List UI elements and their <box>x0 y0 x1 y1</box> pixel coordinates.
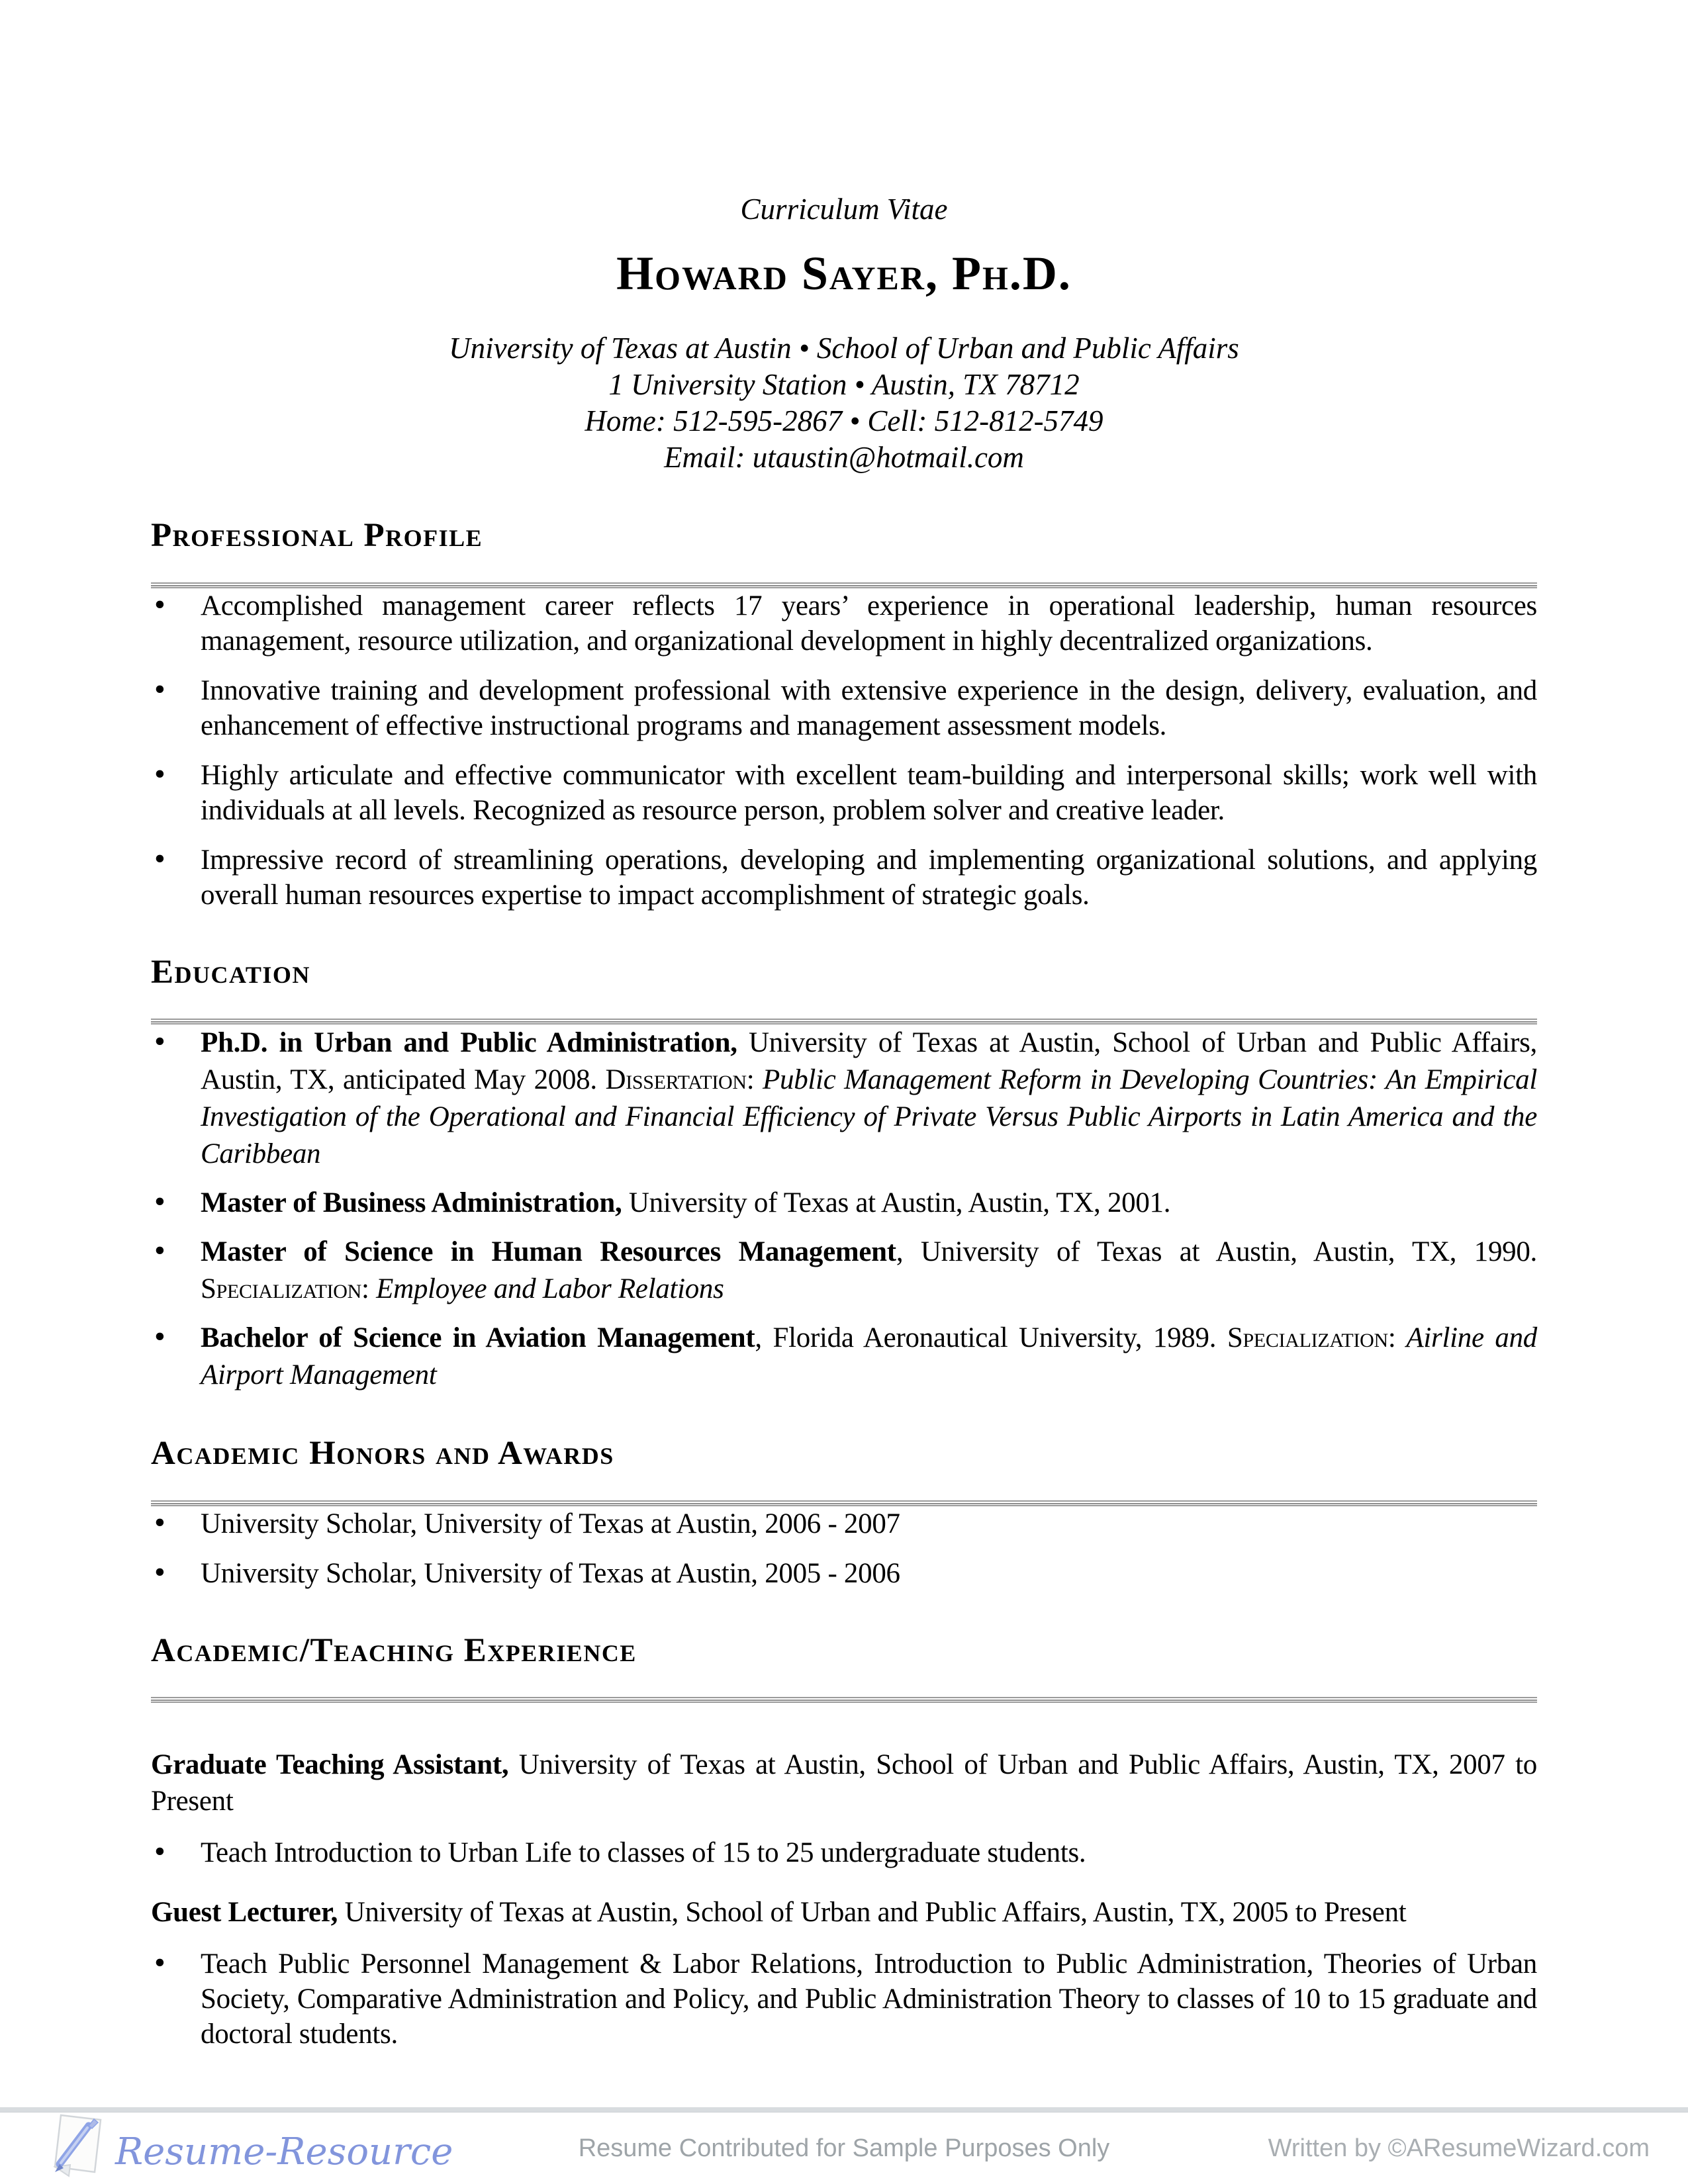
section-academic-honors <box>151 1435 1537 1590</box>
list-item: • Teach Public Personnel Management & Labor Relations, Introduction to Public Administration, Theories of Urban Society, Comparative Administration and Policy, and Public Administration Theory to classes of 10 to 15 graduate and doctoral students. <box>201 1946 1537 2052</box>
footer-credit-text: Written by ©AResumeWizard.com <box>1268 2134 1650 2162</box>
degree-detail: , Florida Aeronautical University, 1989. <box>755 1322 1227 1354</box>
section-education <box>151 954 1537 1394</box>
education-item <box>201 1234 1537 1308</box>
job-title: Guest Lecturer, <box>151 1897 338 1929</box>
education-list <box>151 1024 1537 1394</box>
list-item: • University Scholar, University of Texas at Austin, 2006 - 2007 <box>201 1506 1537 1541</box>
phone-line: Home: 512-595-2867 • Cell: 512-812-5749 <box>585 404 1103 438</box>
job-detail: University of Texas at Austin, School of Urban and Public Affairs, Austin, TX, 2007 to Present <box>151 1749 1537 1817</box>
honors-list <box>151 1506 1537 1591</box>
logo-wordmark: Resume-Resource <box>115 2130 453 2173</box>
section-heading: Academic/Teaching Experience <box>151 1631 637 1669</box>
address-line: 1 University Station • Austin, TX 78712 <box>608 368 1080 402</box>
affiliation-line: University of Texas at Austin • School of Urban and Public Affairs <box>449 332 1239 365</box>
document-type-label: Curriculum Vitae <box>740 193 948 226</box>
section-professional-profile <box>151 517 1537 912</box>
specialization-label: Specialization: <box>1227 1322 1396 1354</box>
degree-title: Master of Science in Human Resources Management <box>201 1236 896 1268</box>
section-divider <box>151 582 1537 588</box>
section-heading: Education <box>151 953 310 991</box>
job-header <box>151 1894 1537 1931</box>
person-name: Howard Sayer, Ph.D. <box>616 246 1072 300</box>
page-footer <box>0 2113 1688 2184</box>
dissertation-label: Dissertation: <box>605 1064 755 1096</box>
section-divider <box>151 1697 1537 1703</box>
cv-header <box>151 193 1537 476</box>
email-line: Email: utaustin@hotmail.com <box>664 441 1024 475</box>
job-detail: University of Texas at Austin, School of Urban and Public Affairs, Austin, TX, 2005 to Present <box>338 1897 1407 1929</box>
profile-bullet-list <box>151 588 1537 913</box>
education-item <box>201 1185 1537 1222</box>
section-divider <box>151 1500 1537 1506</box>
list-item: • Highly articulate and effective communicator with excellent team-building and interpersonal skills; work well with individuals at all levels. Recognized as resource person, problem solver and creative leader. <box>201 758 1537 828</box>
section-teaching-experience <box>151 1632 1537 2052</box>
job-title: Graduate Teaching Assistant, <box>151 1749 509 1781</box>
section-heading: Academic Honors and Awards <box>151 1435 614 1473</box>
section-divider <box>151 1019 1537 1024</box>
job-bullet-list <box>151 1835 1537 1870</box>
degree-detail: University of Texas at Austin, School of Urban and Public Affairs, Austin, TX, anticipated May 2008. <box>201 1027 1537 1096</box>
dissertation-title: Public Management Reform in Developing Countries: An Empirical Investigation of the Operational and Financial Efficiency of Private Versus Public Airports in Latin America and the Caribbean <box>201 1064 1537 1170</box>
section-heading: Professional Profile <box>151 517 483 555</box>
list-item: • Accomplished management career reflects 17 years’ experience in operational leadership, human resources management, resource utilization, and organizational development in highly decentralized organizations. <box>201 588 1537 659</box>
list-item: • Teach Introduction to Urban Life to classes of 15 to 25 undergraduate students. <box>201 1835 1537 1870</box>
job-header <box>151 1747 1537 1819</box>
footer-center-text: Resume Contributed for Sample Purposes Only <box>578 2134 1110 2162</box>
education-item <box>201 1024 1537 1173</box>
specialization-value: Employee and Labor Relations <box>369 1273 724 1305</box>
degree-title: Bachelor of Science in Aviation Management <box>201 1322 755 1354</box>
contact-block <box>151 330 1537 476</box>
degree-title: Ph.D. in Urban and Public Administration, <box>201 1027 737 1059</box>
paper-pen-icon <box>46 2111 110 2180</box>
list-item: • Impressive record of streamlining operations, developing and implementing organizational solutions, and applying overall human resources expertise to impact accomplishment of strategic goals. <box>201 842 1537 913</box>
list-item: • Innovative training and development professional with extensive experience in the design, delivery, evaluation, and enhancement of effective instructional programs and management assessment models. <box>201 673 1537 743</box>
education-item <box>201 1320 1537 1394</box>
degree-detail: , University of Texas at Austin, Austin, TX, 1990. <box>896 1236 1537 1268</box>
degree-title: Master of Business Administration, <box>201 1187 622 1219</box>
resume-resource-logo-link[interactable] <box>46 2111 453 2180</box>
job-bullet-list <box>151 1946 1537 2052</box>
specialization-value: Airline and Airport Management <box>201 1322 1537 1391</box>
degree-detail: University of Texas at Austin, Austin, TX, 2001. <box>622 1187 1171 1219</box>
list-item: • University Scholar, University of Texas at Austin, 2005 - 2006 <box>201 1556 1537 1591</box>
specialization-label: Specialization: <box>201 1273 369 1305</box>
